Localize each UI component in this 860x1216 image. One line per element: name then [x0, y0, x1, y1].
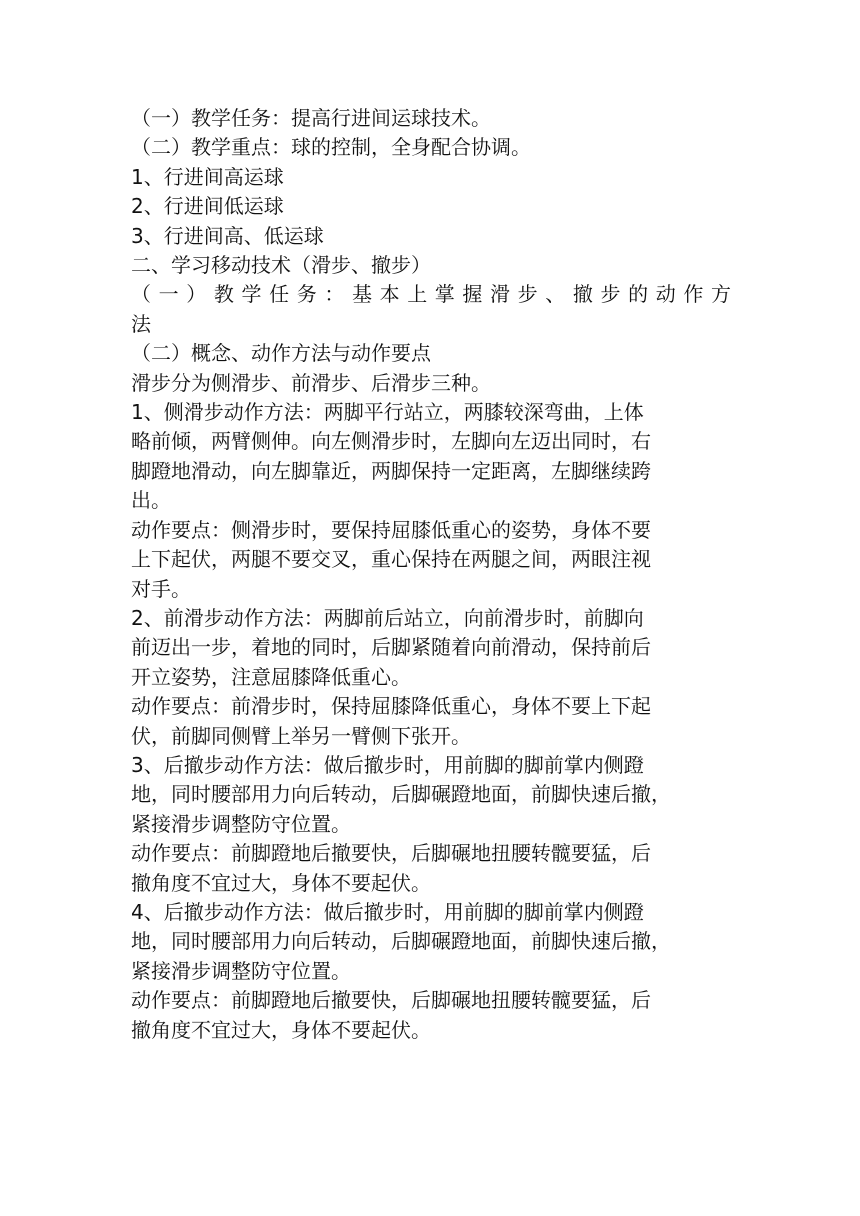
teaching-task-1: （一）教学任务：提高行进间运球技术。	[131, 106, 491, 130]
paragraph-line: 撤角度不宜过大，身体不要起伏。	[131, 870, 431, 895]
teaching-task-2-cont: 法	[131, 311, 151, 336]
document-page	[131, 104, 731, 1045]
paragraph-line: 略前倾，两臂侧伸。向左侧滑步时，左脚向左迈出同时，右	[131, 429, 651, 454]
paragraph-line: 动作要点：前脚蹬地后撤要快，后脚碾地扭腰转髋要猛，后	[131, 841, 651, 866]
list-item: 1、行进间高运球	[131, 164, 284, 189]
teaching-task-2: （一）教学任务：基本上掌握滑步、撤步的动作方	[131, 282, 731, 307]
list-item: 2、行进间低运球	[131, 194, 284, 219]
paragraph-line: 滑步分为侧滑步、前滑步、后滑步三种。	[131, 370, 491, 395]
paragraph-line: 动作要点：侧滑步时，要保持屈膝低重心的姿势，身体不要	[131, 517, 651, 542]
paragraph-line: 紧接滑步调整防守位置。	[131, 958, 351, 983]
paragraph-line: 3、后撤步动作方法：做后撤步时，用前脚的脚前掌内侧蹬	[131, 752, 644, 777]
paragraph-line: 动作要点：前脚蹬地后撤要快，后脚碾地扭腰转髋要猛，后	[131, 988, 651, 1013]
paragraph-line: 伏，前脚同侧臂上举另一臂侧下张开。	[131, 723, 471, 748]
paragraph-line: 1、侧滑步动作方法：两脚平行站立，两膝较深弯曲，上体	[131, 400, 644, 425]
paragraph-line: 2、前滑步动作方法：两脚前后站立，向前滑步时，前脚向	[131, 605, 644, 630]
concept-heading: （二）概念、动作方法与动作要点	[131, 341, 431, 366]
paragraph-line: 动作要点：前滑步时，保持屈膝降低重心，身体不要上下起	[131, 694, 651, 719]
section-heading-2: 二、学习移动技术（滑步、撤步）	[131, 253, 431, 278]
paragraph-line: 紧接滑步调整防守位置。	[131, 811, 351, 836]
paragraph-line: 地，同时腰部用力向后转动，后脚碾蹬地面，前脚快速后撤，	[131, 782, 671, 807]
paragraph-line: 地，同时腰部用力向后转动，后脚碾蹬地面，前脚快速后撤，	[131, 929, 671, 954]
paragraph-line: 4、后撤步动作方法：做后撤步时，用前脚的脚前掌内侧蹬	[131, 899, 644, 924]
teaching-focus-1: （二）教学重点：球的控制，全身配合协调。	[131, 135, 531, 160]
paragraph-line: 撤角度不宜过大，身体不要起伏。	[131, 1017, 431, 1042]
paragraph-line: 前迈出一步，着地的同时，后脚紧随着向前滑动，保持前后	[131, 635, 651, 660]
list-item: 3、行进间高、低运球	[131, 223, 324, 248]
paragraph-line: 出。	[131, 488, 171, 513]
paragraph-line: 脚蹬地滑动，向左脚靠近，两脚保持一定距离，左脚继续跨	[131, 458, 651, 483]
paragraph-line: 对手。	[131, 576, 191, 601]
paragraph-line: 上下起伏，两腿不要交叉，重心保持在两腿之间，两眼注视	[131, 547, 651, 572]
paragraph-line: 开立姿势，注意屈膝降低重心。	[131, 664, 411, 689]
